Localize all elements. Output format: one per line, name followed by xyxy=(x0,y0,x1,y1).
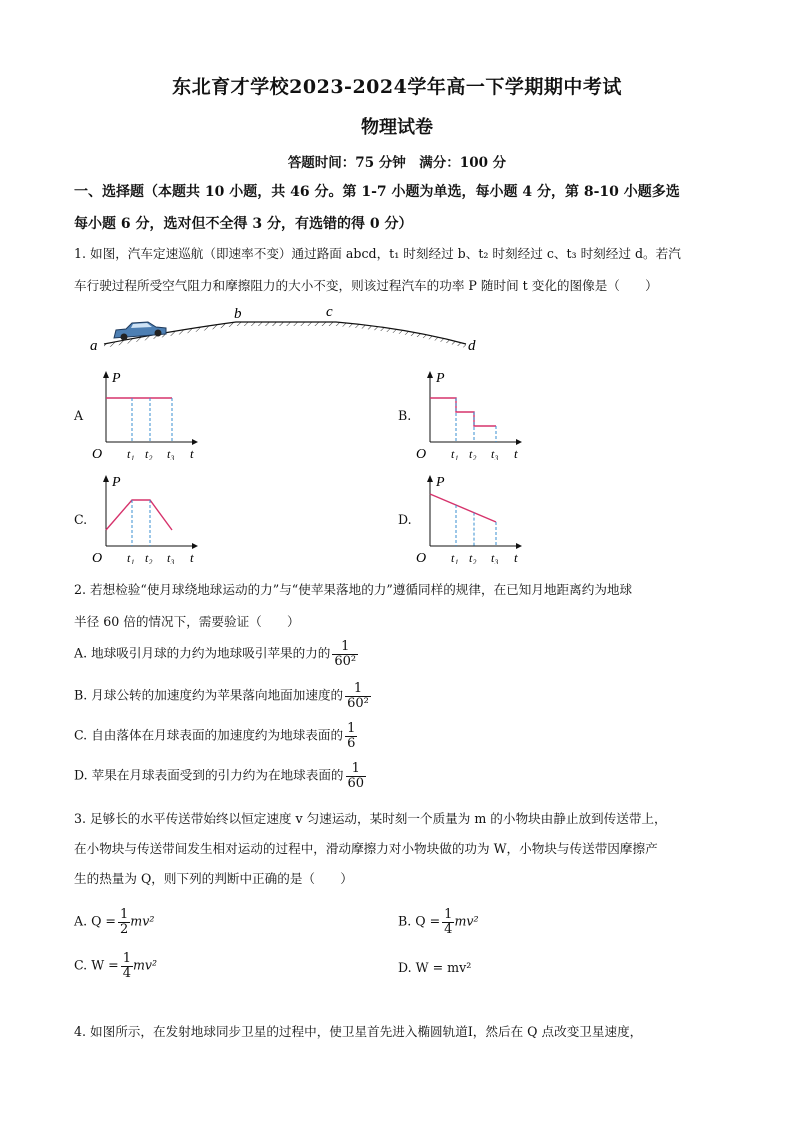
question-1-stem xyxy=(74,238,722,302)
q1-option-a-label: A xyxy=(74,408,84,423)
x-axis-arrow-icon xyxy=(516,439,522,445)
tick-label-t3: t₃ xyxy=(167,447,175,460)
road-label-a: a xyxy=(90,338,98,354)
y-axis-label: P xyxy=(436,371,445,386)
q2-option-b-den: 60² xyxy=(347,695,369,711)
y-axis-label: P xyxy=(112,371,121,386)
q1-option-b-label: B. xyxy=(398,408,412,423)
question-3-line2: 在小物块与传送带间发生相对运动的过程中，滑动摩擦力对小物块做的功为 W，小物块与传送带因摩擦产 xyxy=(74,841,658,856)
q2-option-c-text: C. 自由落体在月球表面的加速度约为地球表面的 xyxy=(74,727,344,743)
x-axis-label: t xyxy=(190,550,194,564)
road-label-b: b xyxy=(234,306,242,322)
question-3-line1: 3. 足够长的水平传送带始终以恒定速度 v 匀速运动，某时刻一个质量为 m 的小物块由静止放到传送带上， xyxy=(74,811,667,826)
origin-label: O xyxy=(416,551,427,564)
origin-label: O xyxy=(92,551,103,564)
q1-graph-d xyxy=(416,472,528,564)
q2-option-b-num: 1 xyxy=(345,682,371,697)
q3-option-a-post: mv² xyxy=(130,913,155,929)
q3-option-b-pre: B. Q = xyxy=(398,913,441,929)
origin-label: O xyxy=(92,447,103,460)
y-axis-arrow-icon xyxy=(427,475,433,482)
q3-option-c xyxy=(74,952,157,980)
q1-graph-c xyxy=(92,472,204,564)
tick-label-t1: t₁ xyxy=(451,551,459,564)
q2-option-a xyxy=(74,640,358,668)
question-2-line1: 2. 若想检验“使月球绕地球运动的力”与“使苹果落地的力”遵循同样的规律，在已知月地距离约为地球 xyxy=(74,582,633,597)
power-curve xyxy=(430,398,496,426)
q3-option-b-den: 4 xyxy=(444,921,453,937)
q3-option-c-num: 1 xyxy=(122,951,131,966)
tick-label-t1: t₁ xyxy=(127,447,135,460)
exam-subject: 物理试卷 xyxy=(361,117,433,138)
exam-info: 答题时间：75 分钟 满分：100 分 xyxy=(287,155,507,171)
exam-title: 东北育才学校2023-2024学年高一下学期期中考试 xyxy=(172,76,622,98)
y-axis-arrow-icon xyxy=(103,371,109,378)
section-heading-line2: 每小题 6 分，选对但不全得 3 分，有选错的得 0 分） xyxy=(74,216,413,232)
q3-option-c-post: mv² xyxy=(132,957,158,973)
road-diagram xyxy=(86,300,486,356)
q3-option-a-den: 2 xyxy=(119,921,129,937)
q1-graph-a xyxy=(92,368,204,460)
q3-option-c-den: 4 xyxy=(122,965,131,981)
q1-graph-b xyxy=(416,368,528,460)
tick-label-t3: t₃ xyxy=(491,551,499,564)
q1-option-d-label: D. xyxy=(398,512,412,527)
q2-option-d xyxy=(74,762,366,790)
q2-option-a-den: 60² xyxy=(334,653,357,669)
power-curve xyxy=(106,500,172,530)
tick-label-t1: t₁ xyxy=(127,551,135,564)
question-3-line3: 生的热量为 Q，则下列的判断中正确的是（ ） xyxy=(74,871,353,886)
y-axis-label: P xyxy=(436,475,445,490)
question-4-line1: 4. 如图所示，在发射地球同步卫星的过程中，使卫星首先进入椭圆轨道Ⅰ，然后在 Q 点改变卫星速度， xyxy=(74,1024,643,1039)
tick-label-t2: t₂ xyxy=(469,551,477,564)
power-curve xyxy=(430,494,496,522)
q2-option-d-den: 60 xyxy=(347,775,365,791)
q2-option-d-text: D. 苹果在月球表面受到的引力约为在地球表面的 xyxy=(74,767,344,783)
tick-label-t2: t₂ xyxy=(145,447,153,460)
y-axis-arrow-icon xyxy=(427,371,433,378)
question-3-stem xyxy=(74,804,722,894)
y-axis-label: P xyxy=(112,475,121,490)
q2-option-b-text: B. 月球公转的加速度约为苹果落向地面加速度的 xyxy=(74,687,344,703)
q3-option-c-pre: C. W = xyxy=(74,957,119,973)
q2-option-a-text: A. 地球吸引月球的力约为地球吸引苹果的力的 xyxy=(74,645,331,661)
x-axis-label: t xyxy=(190,446,194,460)
tick-label-t1: t₁ xyxy=(451,447,459,460)
question-1-line1: 1. 如图，汽车定速巡航（即速率不变）通过路面 abcd，t₁ 时刻经过 b、t₂ 时刻经过 c、t₃ 时刻经过 d。若汽 xyxy=(74,246,681,261)
q2-option-c-num: 1 xyxy=(347,721,356,736)
road-label-d: d xyxy=(468,338,476,354)
origin-label: O xyxy=(416,447,427,460)
q3-option-a-pre: A. Q = xyxy=(74,913,116,929)
question-4-stem xyxy=(74,1016,722,1048)
q3-option-b-num: 1 xyxy=(444,907,453,922)
q2-option-b xyxy=(74,682,371,710)
q2-option-c xyxy=(74,722,357,750)
tick-label-t2: t₂ xyxy=(469,447,477,460)
section-heading-line1: 一、选择题（本题共 10 小题，共 46 分。第 1-7 小题为单选，每小题 4 分，第 8-10 小题多选 xyxy=(74,184,680,200)
x-axis-arrow-icon xyxy=(192,439,198,445)
tick-label-t3: t₃ xyxy=(491,447,499,460)
question-2-line2: 半径 60 倍的情况下，需要验证（ ） xyxy=(74,614,300,629)
q2-option-c-den: 6 xyxy=(347,735,356,751)
q3-option-a-num: 1 xyxy=(119,907,129,922)
x-axis-arrow-icon xyxy=(192,543,198,549)
y-axis-arrow-icon xyxy=(103,475,109,482)
x-axis-arrow-icon xyxy=(516,543,522,549)
q2-option-d-num: 1 xyxy=(346,762,367,777)
road-label-c: c xyxy=(326,304,333,320)
question-1-line2: 车行驶过程所受空气阻力和摩擦阻力的大小不变，则该过程汽车的功率 P 随时间 t 变化的图像是（ ） xyxy=(74,278,658,293)
q3-option-a xyxy=(74,908,154,936)
q3-option-b xyxy=(398,908,479,936)
q3-option-b-post: mv² xyxy=(454,913,479,929)
q1-option-c-label: C. xyxy=(74,512,88,527)
tick-label-t3: t₃ xyxy=(167,551,175,564)
tick-label-t2: t₂ xyxy=(145,551,153,564)
x-axis-label: t xyxy=(514,446,518,460)
q3-option-d: D. W = mv² xyxy=(398,960,472,975)
x-axis-label: t xyxy=(514,550,518,564)
section-heading xyxy=(74,176,724,240)
question-2-stem xyxy=(74,574,722,638)
q2-option-a-num: 1 xyxy=(332,640,358,655)
